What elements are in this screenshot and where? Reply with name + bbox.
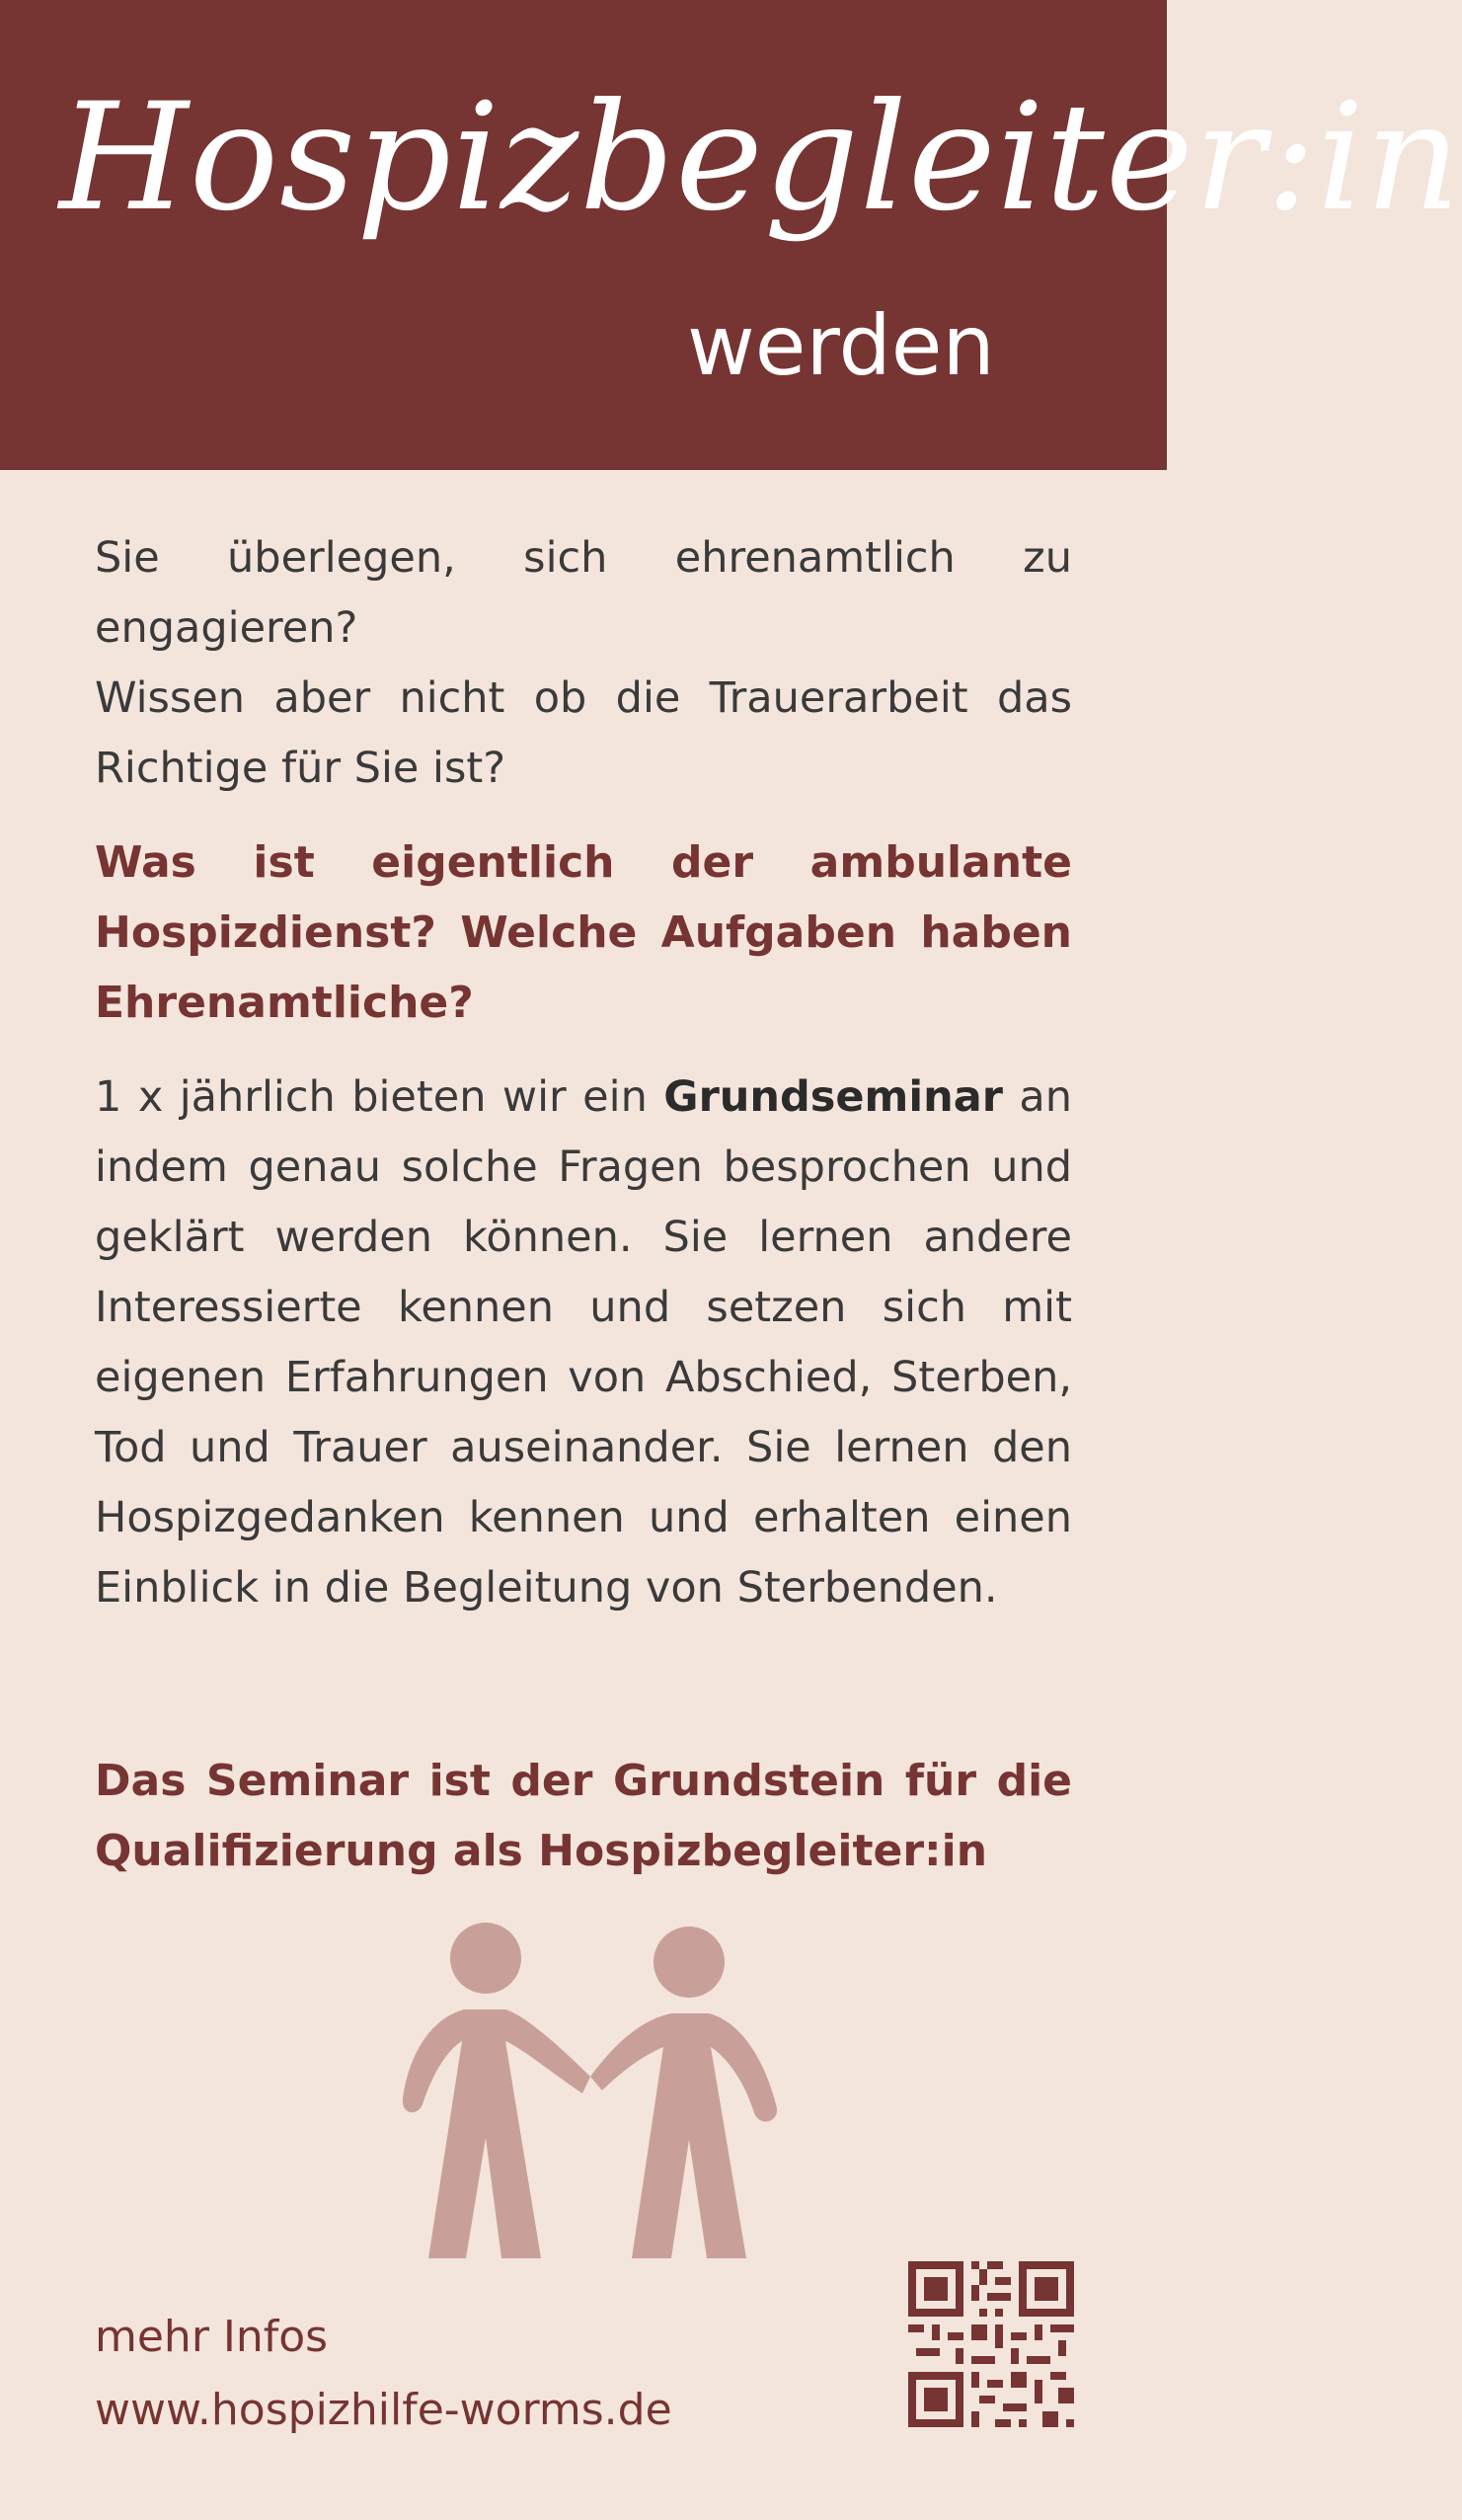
description-paragraph [95,1063,1072,1623]
page-title: Hospizbegleiter:in [59,72,1462,244]
question-heading: Was ist eigentlich der ambulante Hospizdienst? Welche Aufgaben haben Ehrenamtliche? [95,837,1072,1028]
website-link[interactable]: www.hospizhilfe-worms.de [95,2385,672,2435]
intro-line-2: Wissen aber nicht ob die Trauerarbeit das Richtige für Sie ist? [95,673,1072,793]
description-text-start: 1 x jährlich bieten wir ein [95,1072,664,1122]
grundseminar-highlight: Grundseminar [663,1072,1003,1122]
intro-line-1: Sie überlegen, sich ehrenamtlich zu engagieren? [95,533,1072,653]
page-subtitle: werden [687,297,995,394]
qr-code-icon[interactable] [908,2261,1074,2427]
closing-section [95,1746,1072,1886]
intro-section [95,523,1072,804]
more-info-label: mehr Infos [95,2312,329,2362]
closing-heading: Das Seminar ist der Grundstein für die Qualifizierung als Hospizbegleiter:in [95,1756,1072,1876]
description-text-end: an indem genau solche Fragen besprochen und geklärt werden können. Sie lernen andere Interessierte kennen und setzen sich mit eigenen Erfahrungen von Abschied, Sterben, Tod und Trauer auseinander. Sie lernen den Hospizgedanken kennen und erhalten einen Einblick in die Begleitung von Sterbenden. [95,1072,1072,1613]
two-people-holding-hands-icon [395,1911,790,2266]
description-section [95,1063,1072,1623]
header-banner [0,0,1462,470]
question-section [95,827,1072,1038]
footer-info [95,2301,672,2447]
